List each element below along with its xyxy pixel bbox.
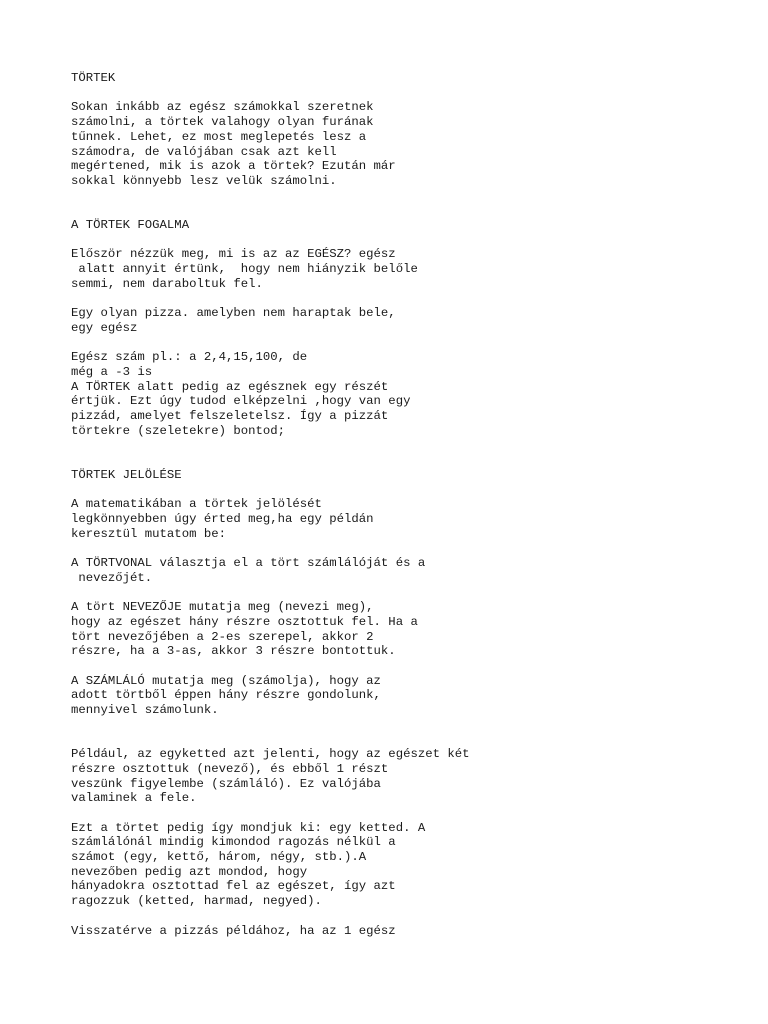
spacer — [71, 718, 751, 747]
paragraph-egesz-definition: Először nézzük meg, mi is az az EGÉSZ? egész alatt annyit értünk, hogy nem hiányzik belőle semmi, nem daraboltuk fel. — [71, 247, 418, 291]
section-heading-jelolese: TÖRTEK JELÖLÉSE — [71, 467, 182, 482]
document-page — [71, 71, 751, 938]
spacer — [71, 483, 751, 498]
spacer — [71, 189, 751, 218]
spacer — [71, 439, 751, 468]
spacer — [71, 541, 751, 556]
paragraph-tortek-definition: Egész szám pl.: a 2,4,15,100, de még a -3 is A TÖRTEK alatt pedig az egésznek egy részét értjük. Ezt úgy tudod elképzelni ,hogy van egy pizzád, amelyet felszeletelsz. Így a pizzát törtekre (szeletekre) bontod; — [71, 350, 411, 438]
spacer — [71, 585, 751, 600]
spacer — [71, 336, 751, 351]
paragraph-nevezo: A tört NEVEZŐJE mutatja meg (nevezi meg), hogy az egészet hány részre osztottuk fel. Ha a tört nevezőjében a 2-es szerepel, akkor 2 részre, ha a 3-as, akkor 3 részre bontottuk. — [71, 600, 418, 659]
spacer — [71, 909, 751, 924]
document-title: TÖRTEK — [71, 71, 116, 85]
intro-paragraph: Sokan inkább az egész számokkal szeretnek számolni, a törtek valahogy olyan furának tűnnek. Lehet, ez most meglepetés lesz a számodra, de valójában csak azt kell megértened, mik is azok a törtek? Ezután már sokkal könnyebb lesz velük számolni. — [71, 100, 396, 188]
paragraph-pizza-return: Visszatérve a pizzás példához, ha az 1 egész — [71, 923, 396, 938]
spacer — [71, 233, 751, 248]
paragraph-kimondas: Ezt a törtet pedig így mondjuk ki: egy ketted. A számlálónál mindig kimondod ragozás nélkül a számot (egy, kettő, három, négy, stb.).A nevezőben pedig azt mondod, hogy hányadokra osztottad fel az egészet, így azt ragozzuk (ketted, harmad, negyed). — [71, 820, 426, 909]
spacer — [71, 292, 751, 307]
paragraph-jeloles-intro: A matematikában a törtek jelölését legkönnyebben úgy érted meg,ha egy példán keresztül mutatom be: — [71, 497, 374, 541]
section-heading-fogalma: A TÖRTEK FOGALMA — [71, 218, 190, 232]
spacer — [71, 86, 751, 101]
paragraph-tortvonal: A TÖRTVONAL választja el a tört számlálóját és a nevezőjét. — [71, 556, 426, 585]
paragraph-pizza-example: Egy olyan pizza. amelyben nem haraptak bele, egy egész — [71, 306, 396, 335]
paragraph-egyketted-example: Például, az egyketted azt jelenti, hogy az egészet két részre osztottuk (nevező), és ebből 1 részt veszünk figyelembe (számláló). Ez valójába valaminek a fele. — [71, 747, 470, 806]
spacer — [71, 659, 751, 674]
spacer — [71, 806, 751, 821]
paragraph-szamlalo: A SZÁMLÁLÓ mutatja meg (számolja), hogy az adott törtből éppen hány részre gondolunk, mennyivel számolunk. — [71, 673, 381, 718]
